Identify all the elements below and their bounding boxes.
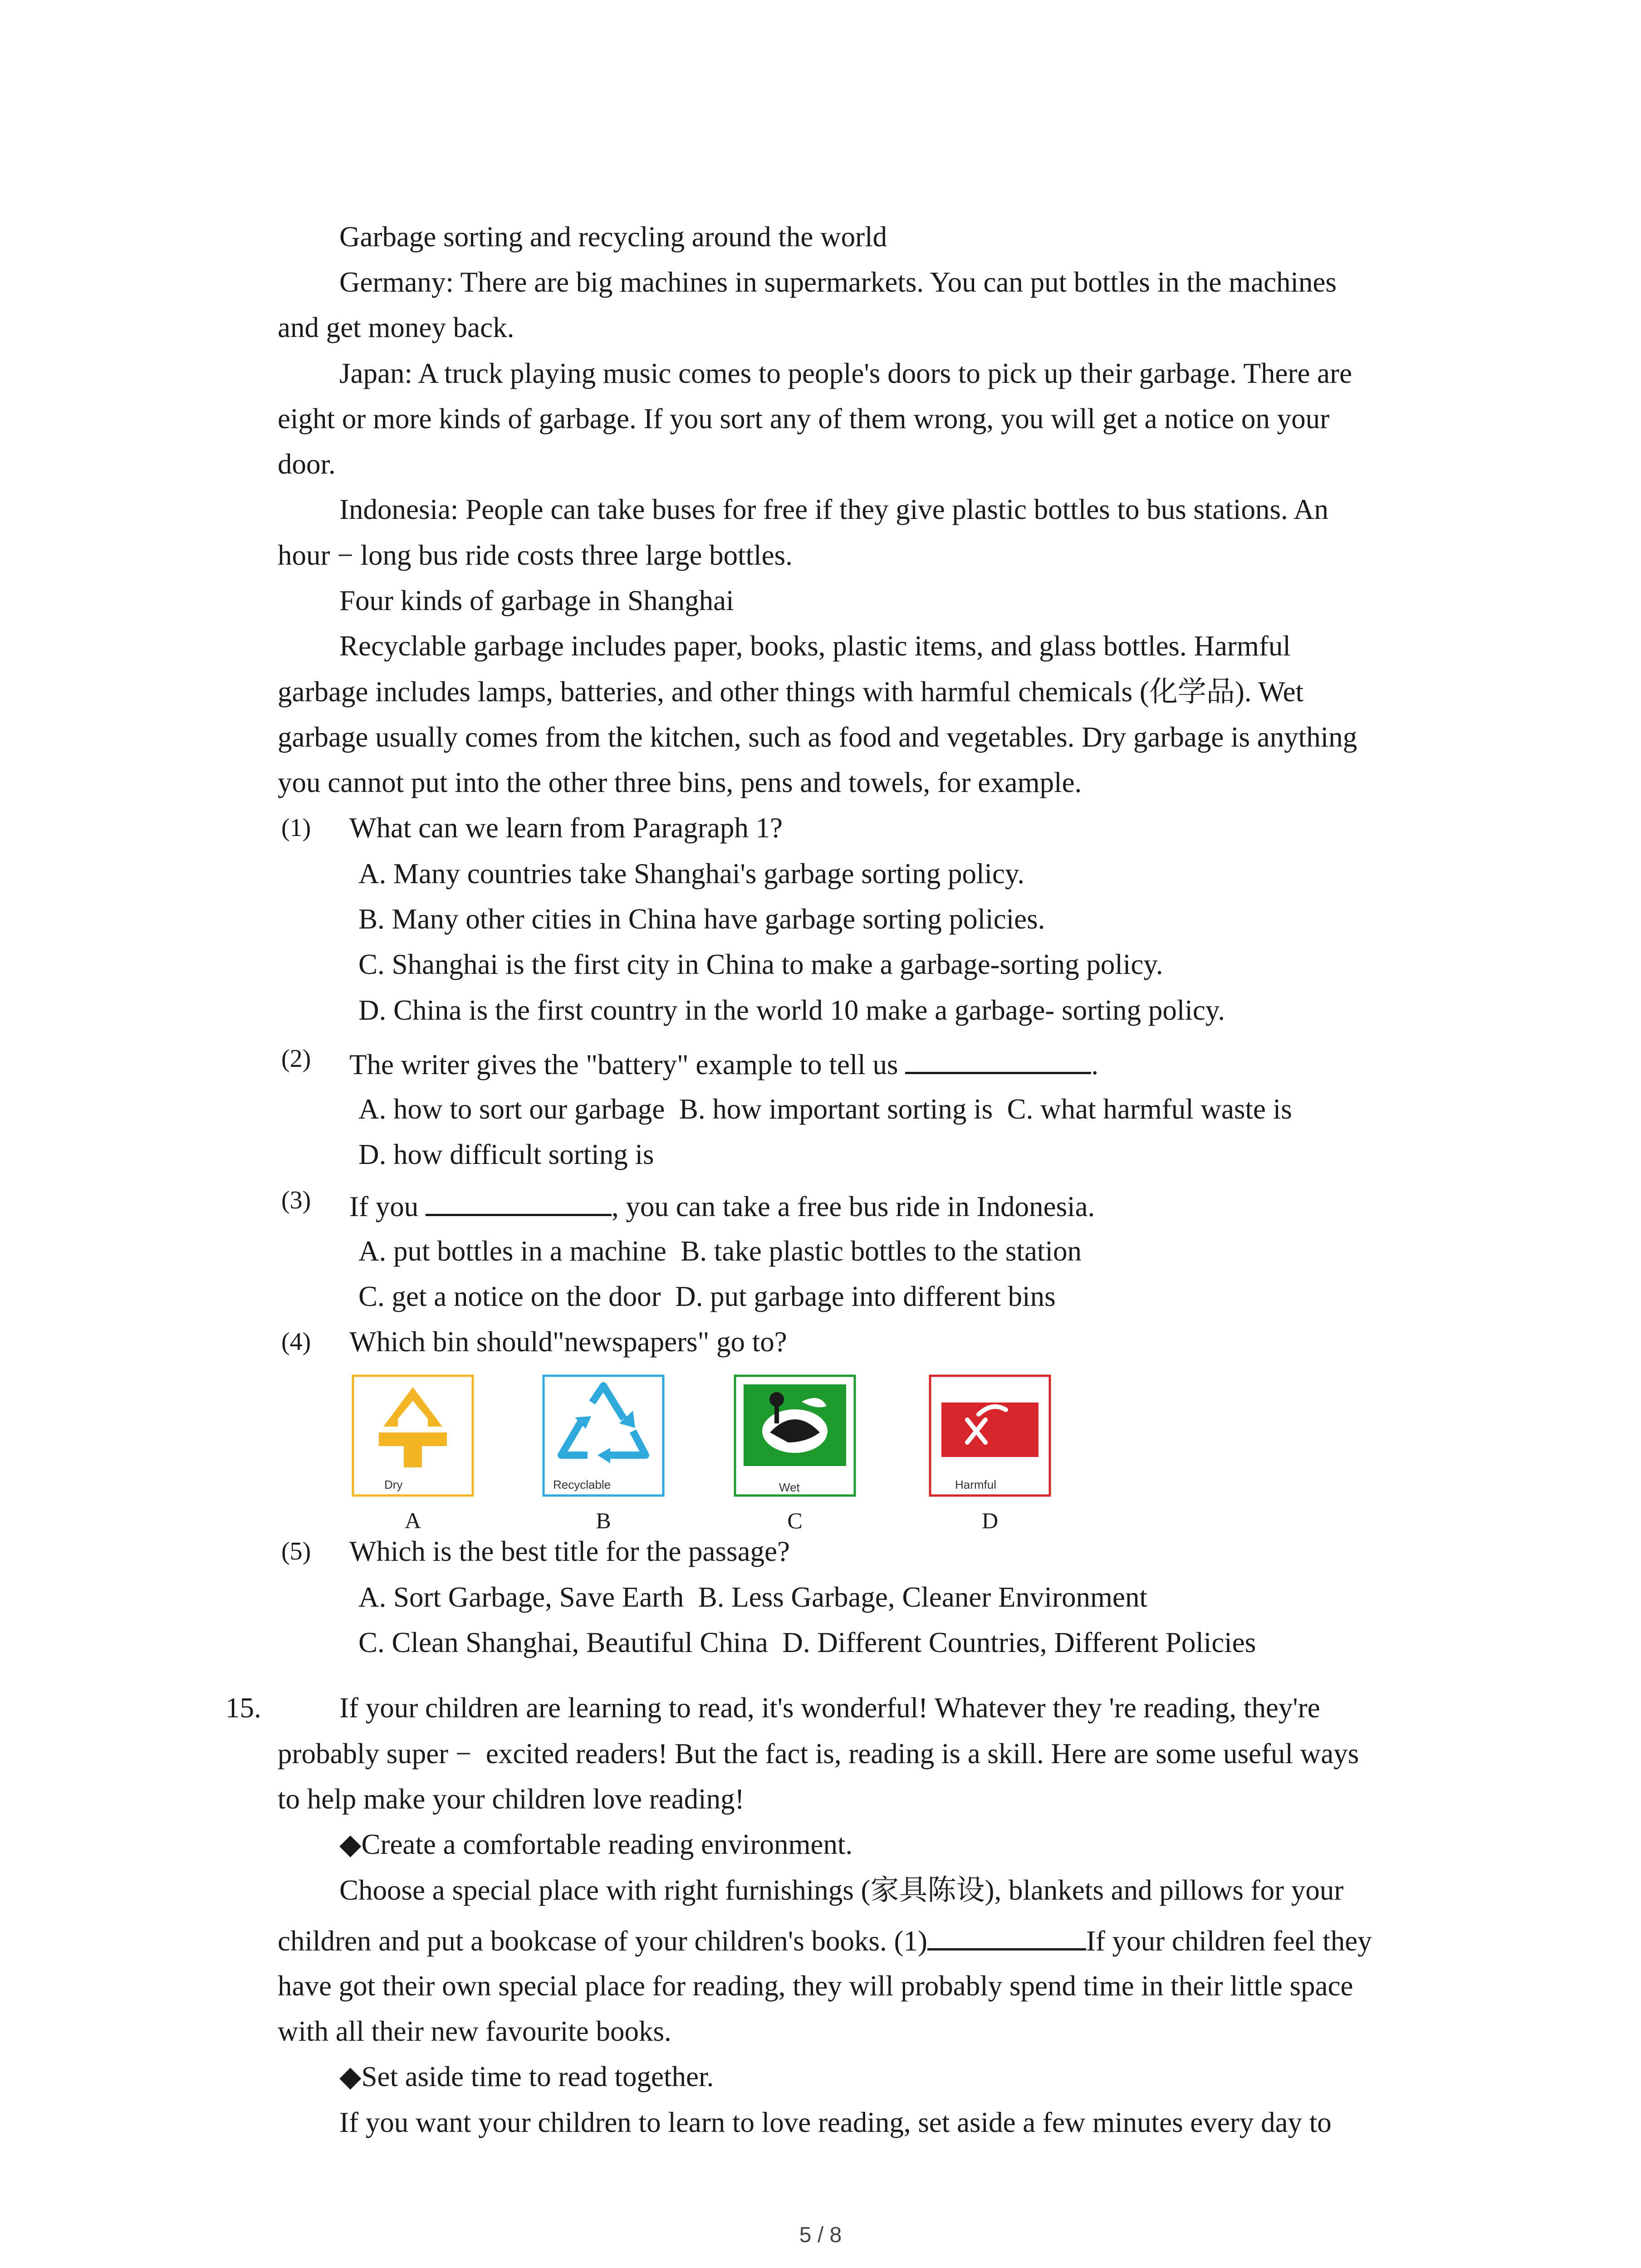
bin-option-wet[interactable] bbox=[734, 1374, 856, 1533]
answer-options[interactable]: A. put bottles in a machine B. take plastic bottles to the station bbox=[358, 1235, 1082, 1267]
question-stem bbox=[349, 1046, 1098, 1083]
bin-option-harmful[interactable] bbox=[929, 1374, 1051, 1533]
passage-line: Recyclable garbage includes paper, books, plastic items, and glass bottles. Harmful bbox=[339, 630, 1291, 662]
answer-options[interactable]: A. how to sort our garbage B. how important sorting is C. what harmful waste is bbox=[358, 1093, 1292, 1125]
garbage-bin-options bbox=[352, 1374, 1041, 1538]
answer-options[interactable]: A. Sort Garbage, Save Earth B. Less Garbage, Cleaner Environment bbox=[358, 1581, 1147, 1613]
question-number: (2) bbox=[281, 1045, 311, 1073]
bin-option-recyclable[interactable] bbox=[542, 1374, 665, 1533]
page-number: 5 / 8 bbox=[799, 2223, 842, 2247]
recyclable-bin-label: Recyclable bbox=[553, 1478, 611, 1491]
bin-letter: D bbox=[981, 1508, 999, 1533]
answer-option[interactable]: C. Shanghai is the first city in China to make a garbage-sorting policy. bbox=[358, 948, 1163, 980]
passage-title: Garbage sorting and recycling around the world bbox=[339, 221, 887, 253]
passage-line: garbage usually comes from the kitchen, such as food and vegetables. Dry garbage is anything bbox=[278, 721, 1357, 753]
stem-text: . bbox=[1091, 1049, 1099, 1080]
bin-option-dry[interactable] bbox=[352, 1374, 474, 1533]
passage-line bbox=[278, 1922, 1372, 1959]
answer-options[interactable]: D. how difficult sorting is bbox=[358, 1139, 654, 1170]
section-heading: ◆Create a comfortable reading environment. bbox=[339, 1828, 853, 1860]
passage-line: Indonesia: People can take buses for free if they give plastic bottles to bus stations. An bbox=[339, 494, 1328, 525]
bin-letter: C bbox=[787, 1508, 803, 1533]
answer-options[interactable]: C. Clean Shanghai, Beautiful China D. Different Countries, Different Policies bbox=[358, 1627, 1256, 1658]
harmful-bin-label: Harmful bbox=[955, 1478, 997, 1491]
passage-line: garbage includes lamps, batteries, and other things with harmful chemicals (化学品). Wet bbox=[278, 676, 1304, 708]
question-stem: Which is the best title for the passage? bbox=[349, 1535, 790, 1567]
passage-subtitle: Four kinds of garbage in Shanghai bbox=[339, 585, 734, 616]
passage-line: eight or more kinds of garbage. If you sort any of them wrong, you will get a notice on your bbox=[278, 403, 1330, 435]
question-stem bbox=[349, 1188, 1095, 1225]
stem-text: The writer gives the "battery" example to tell us bbox=[349, 1049, 906, 1080]
bin-letter: A bbox=[404, 1508, 421, 1533]
question-number: 15. bbox=[225, 1692, 261, 1724]
question-number: (4) bbox=[281, 1328, 311, 1356]
section-heading: ◆Set aside time to read together. bbox=[339, 2061, 714, 2092]
passage-line: If your children are learning to read, it's wonderful! Whatever they 're reading, they're bbox=[339, 1692, 1320, 1724]
passage-line: door. bbox=[278, 448, 336, 480]
passage-line: have got their own special place for reading, they will probably spend time in their little space bbox=[278, 1970, 1353, 2002]
passage-line: you cannot put into the other three bins, pens and towels, for example. bbox=[278, 767, 1082, 798]
answer-blank[interactable] bbox=[927, 1922, 1086, 1950]
passage-line: If you want your children to learn to love reading, set aside a few minutes every day to bbox=[339, 2107, 1332, 2138]
stem-text: , you can take a free bus ride in Indonesia. bbox=[611, 1191, 1095, 1222]
answer-option[interactable]: D. China is the first country in the world 10 make a garbage- sorting policy. bbox=[358, 994, 1225, 1026]
answer-options[interactable]: C. get a notice on the door D. put garbage into different bins bbox=[358, 1281, 1056, 1312]
question-number: (1) bbox=[281, 814, 311, 842]
passage-line: Japan: A truck playing music comes to people's doors to pick up their garbage. There are bbox=[339, 357, 1352, 389]
passage-line: Germany: There are big machines in supermarkets. You can put bottles in the machines bbox=[339, 266, 1337, 298]
passage-line: hour − long bus ride costs three large bottles. bbox=[278, 539, 793, 571]
passage-text: If your children feel they bbox=[1086, 1925, 1372, 1957]
question-number: (5) bbox=[281, 1537, 311, 1565]
passage-line: probably super − excited readers! But the fact is, reading is a skill. Here are some useful ways bbox=[278, 1738, 1359, 1769]
question-stem: Which bin should"newspapers" go to? bbox=[349, 1326, 787, 1358]
stem-text: If you bbox=[349, 1191, 426, 1222]
question-number: (3) bbox=[281, 1186, 311, 1214]
passage-text: children and put a bookcase of your children's books. (1) bbox=[278, 1925, 927, 1957]
passage-line: Choose a special place with right furnishings (家具陈设), blankets and pillows for your bbox=[339, 1874, 1344, 1906]
question-stem: What can we learn from Paragraph 1? bbox=[349, 812, 783, 844]
passage-line: to help make your children love reading! bbox=[278, 1783, 745, 1815]
wet-bin-label: Wet bbox=[779, 1481, 800, 1494]
bin-letter: B bbox=[596, 1508, 611, 1533]
answer-blank[interactable] bbox=[426, 1188, 612, 1216]
passage-line: with all their new favourite books. bbox=[278, 2015, 671, 2047]
passage-line: and get money back. bbox=[278, 312, 514, 343]
dry-bin-label: Dry bbox=[384, 1478, 403, 1491]
answer-option[interactable]: B. Many other cities in China have garbage sorting policies. bbox=[358, 903, 1045, 935]
answer-blank[interactable] bbox=[905, 1046, 1091, 1074]
answer-option[interactable]: A. Many countries take Shanghai's garbage sorting policy. bbox=[358, 858, 1025, 890]
